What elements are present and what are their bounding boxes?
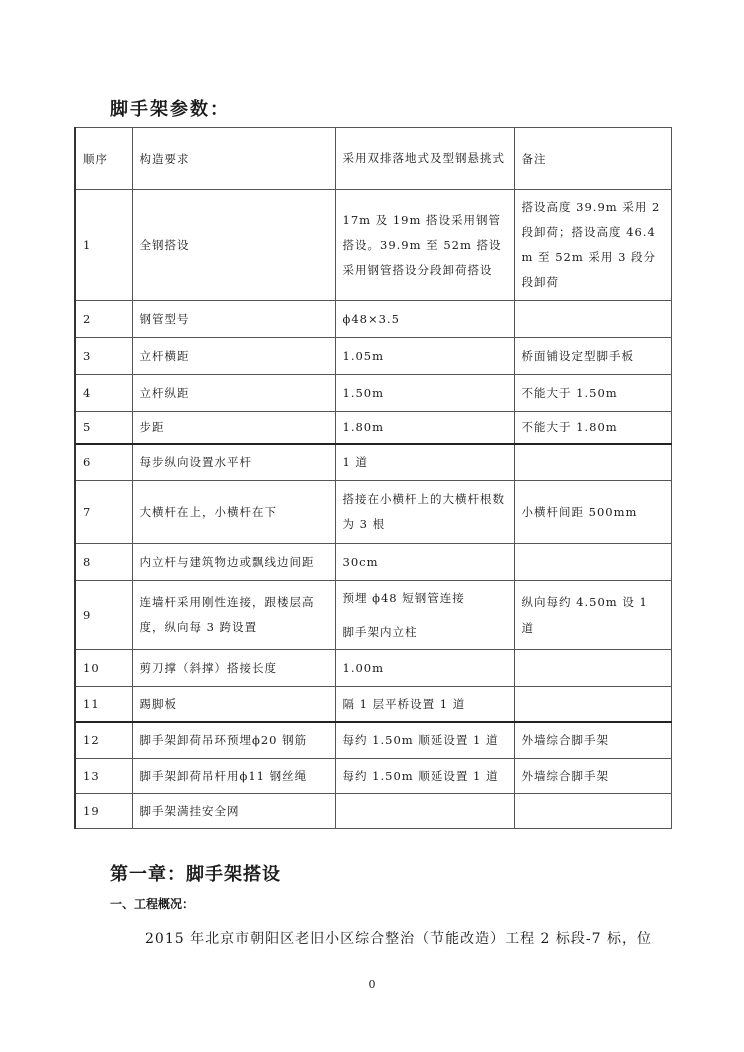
cell-requirement: 全钢搭设 xyxy=(132,190,335,301)
cell-note: 小横杆间距 500mm xyxy=(514,481,671,544)
table-row xyxy=(75,301,671,338)
cell-requirement: 每步纵向设置水平杆 xyxy=(132,444,335,481)
cell-note: 不能大于 1.50m xyxy=(514,375,671,412)
table-row xyxy=(75,759,671,794)
cell-note: 不能大于 1.80m xyxy=(514,412,671,444)
table-row xyxy=(75,444,671,481)
table-header-row xyxy=(75,128,671,190)
cell-requirement: 步距 xyxy=(132,412,335,444)
cell-no: 9 xyxy=(75,581,132,650)
body-paragraph: 2015 年北京市朝阳区老旧小区综合整治（节能改造）工程 2 标段-7 标，位 xyxy=(145,931,652,947)
header-cell: 采用双排落地式及型钢悬挑式 xyxy=(335,128,514,190)
cell-note: 搭设高度 39.9m 采用 2 段卸荷；搭设高度 46.4m 至 52m 采用 3 段分段卸荷 xyxy=(514,190,671,301)
scaffold-parameters-table xyxy=(74,127,672,829)
cell-note xyxy=(514,544,671,581)
method-line: 预埋 ϕ48 短钢管连接 xyxy=(342,591,465,605)
table-row xyxy=(75,722,671,759)
cell-note: 纵向每约 4.50m 设 1 道 xyxy=(514,581,671,650)
table-row xyxy=(75,375,671,412)
table-row xyxy=(75,794,671,829)
cell-no: 7 xyxy=(75,481,132,544)
cell-note xyxy=(514,650,671,687)
cell-no: 11 xyxy=(75,687,132,722)
cell-requirement: 剪刀撑（斜撑）搭接长度 xyxy=(132,650,335,687)
section-title: 脚手架参数： xyxy=(110,99,230,120)
table-row xyxy=(75,481,671,544)
cell-method: 1 道 xyxy=(335,444,514,481)
cell-note: 外墙综合脚手架 xyxy=(514,759,671,794)
cell-method: 1.50m xyxy=(335,375,514,412)
table-row xyxy=(75,687,671,722)
cell-method xyxy=(335,581,514,650)
cell-requirement: 踢脚板 xyxy=(132,687,335,722)
chapter-heading: 第一章：脚手架搭设 xyxy=(110,864,281,885)
table-row xyxy=(75,412,671,444)
cell-method: 1.05m xyxy=(335,338,514,375)
cell-method: 1.80m xyxy=(335,412,514,444)
cell-requirement: 脚手架卸荷吊杆用ϕ11 钢丝绳 xyxy=(132,759,335,794)
cell-no: 19 xyxy=(75,794,132,829)
cell-method: 隔 1 层平桥设置 1 道 xyxy=(335,687,514,722)
cell-requirement: 脚手架满挂安全网 xyxy=(132,794,335,829)
cell-no: 3 xyxy=(75,338,132,375)
cell-method xyxy=(335,794,514,829)
cell-note xyxy=(514,794,671,829)
cell-no: 5 xyxy=(75,412,132,444)
cell-requirement: 立杆横距 xyxy=(132,338,335,375)
table-row xyxy=(75,544,671,581)
cell-method: ϕ48×3.5 xyxy=(335,301,514,338)
page-number: 0 xyxy=(368,978,376,991)
cell-no: 4 xyxy=(75,375,132,412)
header-cell: 构造要求 xyxy=(132,128,335,190)
cell-note: 桥面铺设定型脚手板 xyxy=(514,338,671,375)
cell-note xyxy=(514,301,671,338)
section-heading: 一、工程概况： xyxy=(110,897,195,911)
cell-requirement: 钢管型号 xyxy=(132,301,335,338)
cell-note: 外墙综合脚手架 xyxy=(514,722,671,759)
cell-method: 17m 及 19m 搭设采用钢管搭设。39.9m 至 52m 搭设采用钢管搭设分段卸荷搭设 xyxy=(335,190,514,301)
cell-requirement: 内立杆与建筑物边或飘线边间距 xyxy=(132,544,335,581)
cell-no: 10 xyxy=(75,650,132,687)
method-line: 脚手架内立柱 xyxy=(342,625,418,639)
cell-no: 13 xyxy=(75,759,132,794)
cell-no: 12 xyxy=(75,722,132,759)
cell-method: 搭接在小横杆上的大横杆根数为 3 根 xyxy=(335,481,514,544)
cell-method: 每约 1.50m 顺延设置 1 道 xyxy=(335,759,514,794)
cell-requirement: 脚手架卸荷吊环预埋ϕ20 钢筋 xyxy=(132,722,335,759)
header-cell: 备注 xyxy=(514,128,671,190)
cell-no: 6 xyxy=(75,444,132,481)
cell-note xyxy=(514,687,671,722)
cell-method: 1.00m xyxy=(335,650,514,687)
cell-method: 每约 1.50m 顺延设置 1 道 xyxy=(335,722,514,759)
header-cell: 顺序 xyxy=(75,128,132,190)
cell-requirement: 立杆纵距 xyxy=(132,375,335,412)
table-row xyxy=(75,650,671,687)
cell-no: 1 xyxy=(75,190,132,301)
table-row xyxy=(75,190,671,301)
table-row xyxy=(75,581,671,650)
cell-no: 8 xyxy=(75,544,132,581)
cell-requirement: 大横杆在上，小横杆在下 xyxy=(132,481,335,544)
table-row xyxy=(75,338,671,375)
cell-no: 2 xyxy=(75,301,132,338)
cell-requirement: 连墙杆采用刚性连接，跟楼层高度，纵向每 3 跨设置 xyxy=(132,581,335,650)
cell-method: 30cm xyxy=(335,544,514,581)
cell-note xyxy=(514,444,671,481)
